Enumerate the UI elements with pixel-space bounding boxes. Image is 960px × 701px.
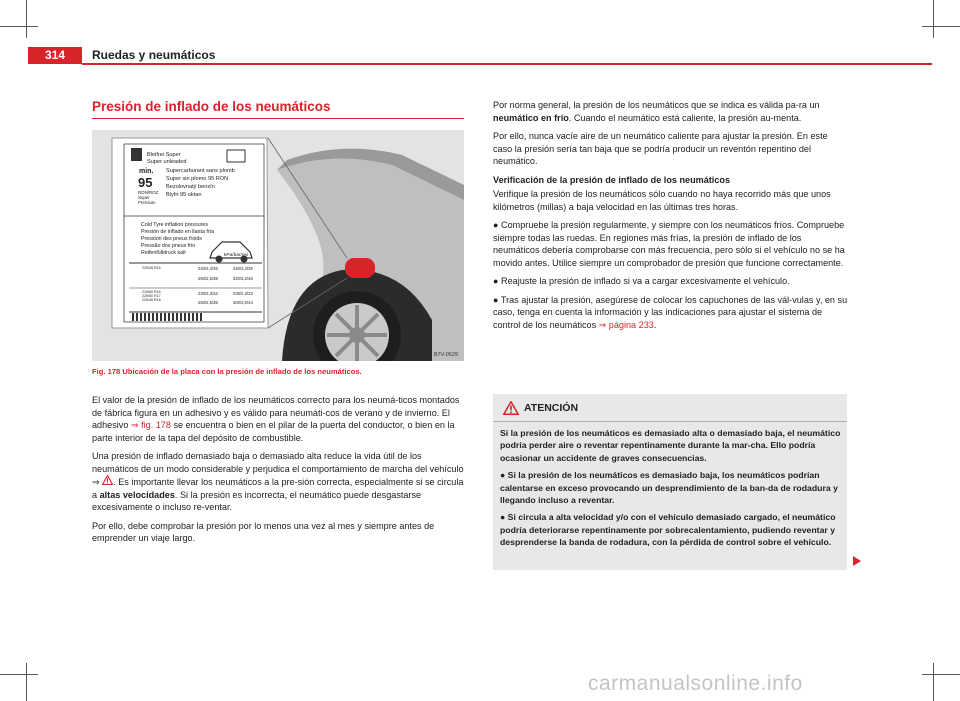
crop-mark <box>0 674 38 675</box>
section-rule <box>92 118 464 119</box>
text-run: Reajuste la presión de inflado si va a cargar excesivamente el vehículo. <box>501 276 790 286</box>
pressure-row-3-size: 215/60 R16 225/50 R17 225/45 R18 <box>142 290 161 303</box>
figure-ref-code: B7V-0529 <box>433 352 458 358</box>
watermark: carmanualsonline.info <box>588 672 803 695</box>
text-run: Una presión de inflado demasiado baja o demasiado alta reduce la vida útil de los neumáticos de un modo considerable y perjudica el comportamiento de marcha del vehículo ⇒ <box>92 451 464 487</box>
figure-link[interactable]: ⇒ fig. 178 <box>130 420 171 430</box>
text-run: . Si la presión es incorrecta, el neumático puede desgastarse excesivamente o incluso re-ventar. <box>92 489 422 512</box>
fuel-name-2: Super sin plomo 95 RON <box>166 176 229 182</box>
bullet-icon: ● <box>500 512 506 523</box>
pressure-line-1: Cold Tyre inflation pressures <box>141 222 209 228</box>
fuel-name-1: Supercarburant sans plomb <box>166 168 235 174</box>
section-title: Presión de inflado de los neumáticos <box>92 99 331 114</box>
page-number: 314 <box>28 47 82 64</box>
caption-text: Ubicación de la placa con la presión de inflado de los neumáticos. <box>122 367 362 376</box>
chapter-title: Ruedas y neumáticos <box>92 48 216 62</box>
bullet-icon: ● <box>500 470 506 481</box>
warning-title: ATENCIÓN <box>524 402 579 414</box>
text-run: se encuentra o bien en el pilar de la puerta del conductor, o bien en la parte interior de la tapa del depósito de combustible. <box>92 420 455 443</box>
crop-mark <box>922 674 960 675</box>
fuel-grade-1: RON/ROZ <box>138 190 159 195</box>
left-column <box>92 394 464 551</box>
pressure-row-1-size: 225/45 R16 <box>142 266 161 270</box>
paragraph: Verifique la presión de los neumáticos sólo cuando no haya recorrido más que unos kilómetros (millas) a baja velocidad en las últimas tres horas. <box>493 189 831 212</box>
pressure-line-3: Pression des pneus froids <box>141 236 202 242</box>
pressure-line-2: Presión de inflado en llanta fría <box>141 229 215 235</box>
warning-icon <box>503 401 519 420</box>
paragraph: Por ello, nunca vacíe aire de un neumático caliente para ajustar la presión. En este caso la presión sería tan baja que se podría producir un reventón repentino del neumático. <box>493 131 828 166</box>
pressure-line-4: Pressão dos pneus frio <box>141 243 196 249</box>
text-run: . Cuando el neumático está caliente, la presión au-menta. <box>568 112 802 123</box>
crop-mark <box>922 26 960 27</box>
paragraph: Por ello, debe comprobar la presión por lo menos una vez al mes y siempre antes de emprender un viaje largo. <box>92 520 435 543</box>
header-rule <box>82 63 932 65</box>
fuel-flap-highlight <box>345 258 375 278</box>
fuel-name-3: Bezolovnatý benzín <box>166 184 215 190</box>
text-run: . Es importante llevar los neumáticos a la pre-sión correcta, especialmente si se circula a <box>92 477 464 500</box>
warning-bullet <box>500 511 842 548</box>
fuel-min: min. <box>139 168 154 175</box>
warning-body <box>500 427 842 554</box>
paragraph <box>92 394 464 444</box>
text-bold: neumático en frío <box>493 112 569 123</box>
pressure-row-1-b: 240/2,4/35 <box>233 266 253 271</box>
text-run: El valor de la presión de inflado de los neumáticos correcto para los neumá-ticos montados de fábrica figura en un adhesivo y es válido para neumáti-cos de verano y de invierno. El adhesivo <box>92 395 460 430</box>
text-bold: altas velocidades <box>99 489 175 500</box>
text-run: Compruebe la presión regularmente, y siempre con los neumáticos fríos. Compruebe siempre todas las ruedas. En regiones más frías, la presión de inflado de los neumáticos debería comprobarse con más frecuencia, pero sólo si el vehículo no se ha movido antes. Utilice siempre un comprobador de presión que funcione correctamente. <box>493 220 845 268</box>
bullet-item <box>493 275 849 288</box>
fuel-octane: 95 <box>138 175 153 190</box>
warning-bullet <box>500 469 842 506</box>
continue-arrow-icon <box>852 554 862 572</box>
bullet-icon: ● <box>493 220 499 230</box>
bullet-icon: ● <box>493 276 499 286</box>
text-run: . <box>653 319 657 330</box>
crop-mark <box>0 26 38 27</box>
subheading: Verificación de la presión de inflado de los neumáticos <box>493 174 731 185</box>
fuel-label-line1: Bleifrei Super <box>147 152 181 158</box>
crop-mark <box>933 663 934 701</box>
pressure-row-4-b: 300/3,0/44 <box>233 300 253 305</box>
bullet-item <box>493 219 849 269</box>
pressure-row-1-a: 240/2,4/35 <box>198 266 218 271</box>
pressure-row-2-b: 320/3,2/46 <box>233 276 253 281</box>
crop-mark <box>26 0 27 38</box>
right-column <box>493 99 849 337</box>
text-run: Si circula a alta velocidad y/o con el vehículo demasiado cargado, el neumático podría deteriorarse repentinamente por sobrecalentamiento, pudiendo reventar y desprenderse la banda de rodadura, con la pérdida de control sobre el vehículo. <box>500 512 836 548</box>
figure-caption <box>92 367 464 376</box>
tire-pressure-figure <box>92 130 464 361</box>
bullet-icon: ● <box>493 294 499 305</box>
fuel-grade-2: Super <box>138 195 150 200</box>
pressure-units: kPa/bar/psi <box>224 253 248 258</box>
pressure-row-4-a: 250/2,5/36 <box>198 300 218 305</box>
fuel-grade-3: Premium <box>138 200 156 205</box>
paragraph <box>493 99 849 124</box>
fuel-label-line2: Super unleaded <box>147 159 187 165</box>
pressure-line-5: Reifenfülldruck kalt <box>141 250 186 256</box>
text-run: Si la presión de los neumáticos es demasiado baja, los neumáticos podrían calentarse en exceso provocando un desprendimiento de la ban-da de rodadura y llegando incluso a reventar. <box>500 470 838 506</box>
bullet-item <box>493 294 849 332</box>
warning-paragraph: Si la presión de los neumáticos es demasiado alta o demasiado baja, el neumático podría perder aire o reventar repentinamente durante la mar-cha. Ello podría ocasionar un accidente de graves consecuencias. <box>500 428 841 463</box>
caption-label: Fig. 178 <box>92 367 121 376</box>
crop-mark <box>26 663 27 701</box>
pressure-row-3-b: 230/2,3/33 <box>233 291 253 296</box>
paragraph <box>92 450 464 514</box>
page-link[interactable]: ⇒ página 233 <box>598 319 654 330</box>
crop-mark <box>933 0 934 38</box>
pressure-row-2-a: 260/2,6/38 <box>198 276 218 281</box>
text-run: Por norma general, la presión de los neumáticos que se indica es válida pa-ra un <box>493 100 820 110</box>
text-run: Tras ajustar la presión, asegúrese de colocar los capuchones de las vál-vulas y, en su caso, tenga en cuenta la información y las indicaciones para ajustar el sistema de control de los neumáticos <box>493 294 848 330</box>
warning-link-icon[interactable] <box>102 477 113 487</box>
fuel-name-4: Blyfri 95 oktan <box>166 192 202 198</box>
pressure-row-3-a: 230/2,3/33 <box>198 291 218 296</box>
